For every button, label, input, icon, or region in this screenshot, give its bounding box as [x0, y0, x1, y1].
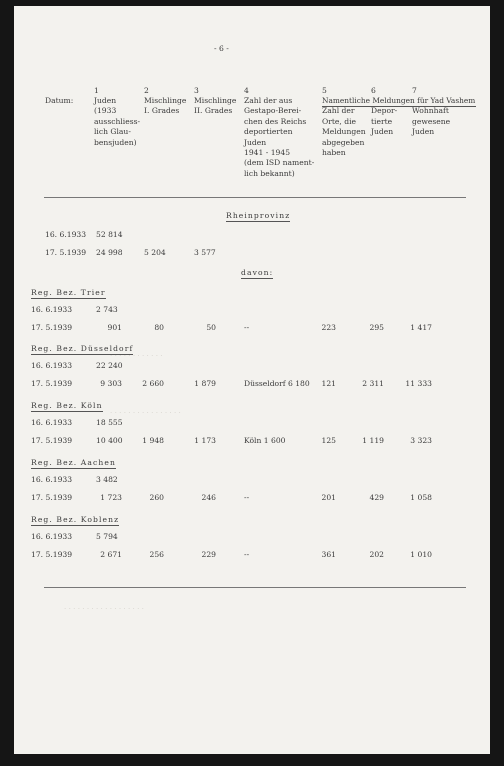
col-header-group: Namentliche Meldungen für Yad Vashem	[322, 96, 476, 107]
district-koeln-1939-c1: 10 400	[96, 436, 123, 445]
district-aachen-1939-c4: --	[244, 493, 250, 502]
davon-label: davon:	[241, 268, 273, 279]
district-koblenz-1933-date: 16. 6.1933	[31, 532, 73, 541]
district-trier-1939-date: 17. 5.1939	[31, 323, 73, 332]
district-koeln-1939-c4: Köln 1 600	[244, 436, 286, 445]
district-koblenz-1933-juden: 5 794	[96, 532, 118, 541]
district-title-trier: Reg. Bez. Trier	[31, 288, 106, 299]
district-koeln-1939-c3: 1 173	[194, 436, 216, 445]
district-title-koeln: Reg. Bez. Köln	[31, 401, 103, 412]
district-trier-1939-c4: --	[244, 323, 250, 332]
district-aachen-1939-c7: 1 058	[410, 493, 432, 502]
col-number-3: 3	[194, 86, 199, 95]
district-koblenz-1939-date: 17. 5.1939	[31, 550, 73, 559]
district-koblenz-1939-c6: 202	[369, 550, 384, 559]
province-row-1939-mischlinge-2: 3 577	[194, 248, 216, 257]
col-header-deportierte-juden: Depor- tierte Juden	[371, 106, 398, 137]
district-aachen-1939-c2: 260	[149, 493, 164, 502]
district-duesseldorf-1933-date: 16. 6.1933	[31, 361, 73, 370]
province-row-1933-date: 16. 6.1933	[45, 230, 87, 239]
col-header-mischlinge-2: Mischlinge II. Grades	[194, 96, 237, 116]
district-duesseldorf-1939-c2: 2 660	[142, 379, 164, 388]
document-page	[14, 6, 490, 754]
datum-header: Datum:	[45, 96, 74, 105]
district-duesseldorf-1939-c5: 121	[321, 379, 336, 388]
district-aachen-1939-c6: 429	[369, 493, 384, 502]
footer-rule	[44, 587, 466, 588]
district-trier-1939-c3: 50	[206, 323, 216, 332]
district-title-duesseldorf: Reg. Bez. Düsseldorf	[31, 344, 133, 355]
district-duesseldorf-1939-c3: 1 879	[194, 379, 216, 388]
district-aachen-1933-date: 16. 6.1933	[31, 475, 73, 484]
province-title: Rheinprovinz	[226, 211, 290, 222]
district-trier-1933-juden: 2 743	[96, 305, 118, 314]
province-row-1939-juden: 24 998	[96, 248, 123, 257]
district-title-aachen: Reg. Bez. Aachen	[31, 458, 116, 469]
col-header-orte: Zahl der Orte, die Meldungen abgegeben haben	[322, 106, 366, 158]
district-koeln-1939-c7: 3 323	[410, 436, 432, 445]
col-number-1: 1	[94, 86, 99, 95]
col-number-4: 4	[244, 86, 249, 95]
col-number-5: 5	[322, 86, 327, 95]
col-header-deportierte: Zahl der aus Gestapo-Berei- chen des Reichs deportierten Juden 1941 - 1945 (dem ISD nament- lich bekannt)	[244, 96, 315, 178]
district-trier-1939-c2: 80	[154, 323, 164, 332]
district-trier-1939-c7: 1 417	[410, 323, 432, 332]
district-aachen-1939-c1: 1 723	[100, 493, 122, 502]
district-koeln-1933-date: 16. 6.1933	[31, 418, 73, 427]
page-number: - 6 -	[214, 44, 229, 53]
district-koblenz-1939-c1: 2 671	[100, 550, 122, 559]
bleed-through-text: · · · · · · · · · · · · · · · ·	[110, 408, 181, 417]
province-row-1933-juden: 52 814	[96, 230, 123, 239]
col-header-juden: Juden (1933 ausschliess- lich Glau- bensjuden)	[94, 96, 141, 147]
col-header-mischlinge-1: Mischlinge I. Grades	[144, 96, 187, 116]
district-aachen-1939-c3: 246	[201, 493, 216, 502]
district-aachen-1939-c5: 201	[321, 493, 336, 502]
district-koblenz-1939-c3: 229	[201, 550, 216, 559]
district-trier-1939-c6: 295	[369, 323, 384, 332]
district-title-koblenz: Reg. Bez. Koblenz	[31, 515, 119, 526]
district-trier-1939-c1: 901	[107, 323, 122, 332]
district-koblenz-1939-c2: 256	[149, 550, 164, 559]
district-koeln-1939-c5: 125	[321, 436, 336, 445]
bleed-through-text: · · · · · · · · · · · ·	[110, 351, 163, 360]
district-koblenz-1939-c4: --	[244, 550, 250, 559]
district-trier-1933-date: 16. 6.1933	[31, 305, 73, 314]
header-rule	[44, 197, 466, 198]
district-duesseldorf-1933-juden: 22 240	[96, 361, 123, 370]
col-header-wohnhaft: Wohnhaft gewesene Juden	[412, 106, 451, 137]
district-duesseldorf-1939-c6: 2 311	[362, 379, 384, 388]
district-koeln-1939-date: 17. 5.1939	[31, 436, 73, 445]
col-number-6: 6	[371, 86, 376, 95]
col-number-2: 2	[144, 86, 149, 95]
bleed-through-text: · · · · · · · · · · · · · · · · · ·	[64, 604, 144, 613]
district-koblenz-1939-c5: 361	[321, 550, 336, 559]
district-duesseldorf-1939-c7: 11 333	[405, 379, 432, 388]
province-row-1939-date: 17. 5.1939	[45, 248, 87, 257]
district-trier-1939-c5: 223	[321, 323, 336, 332]
col-number-7: 7	[412, 86, 417, 95]
district-koeln-1939-c2: 1 948	[142, 436, 164, 445]
district-aachen-1933-juden: 3 482	[96, 475, 118, 484]
district-duesseldorf-1939-c1: 9 303	[100, 379, 122, 388]
district-koeln-1933-juden: 18 555	[96, 418, 123, 427]
district-koblenz-1939-c7: 1 010	[410, 550, 432, 559]
district-duesseldorf-1939-c4: Düsseldorf 6 180	[244, 379, 310, 388]
province-row-1939-mischlinge-1: 5 204	[144, 248, 166, 257]
district-koeln-1939-c6: 1 119	[362, 436, 384, 445]
district-duesseldorf-1939-date: 17. 5.1939	[31, 379, 73, 388]
district-aachen-1939-date: 17. 5.1939	[31, 493, 73, 502]
